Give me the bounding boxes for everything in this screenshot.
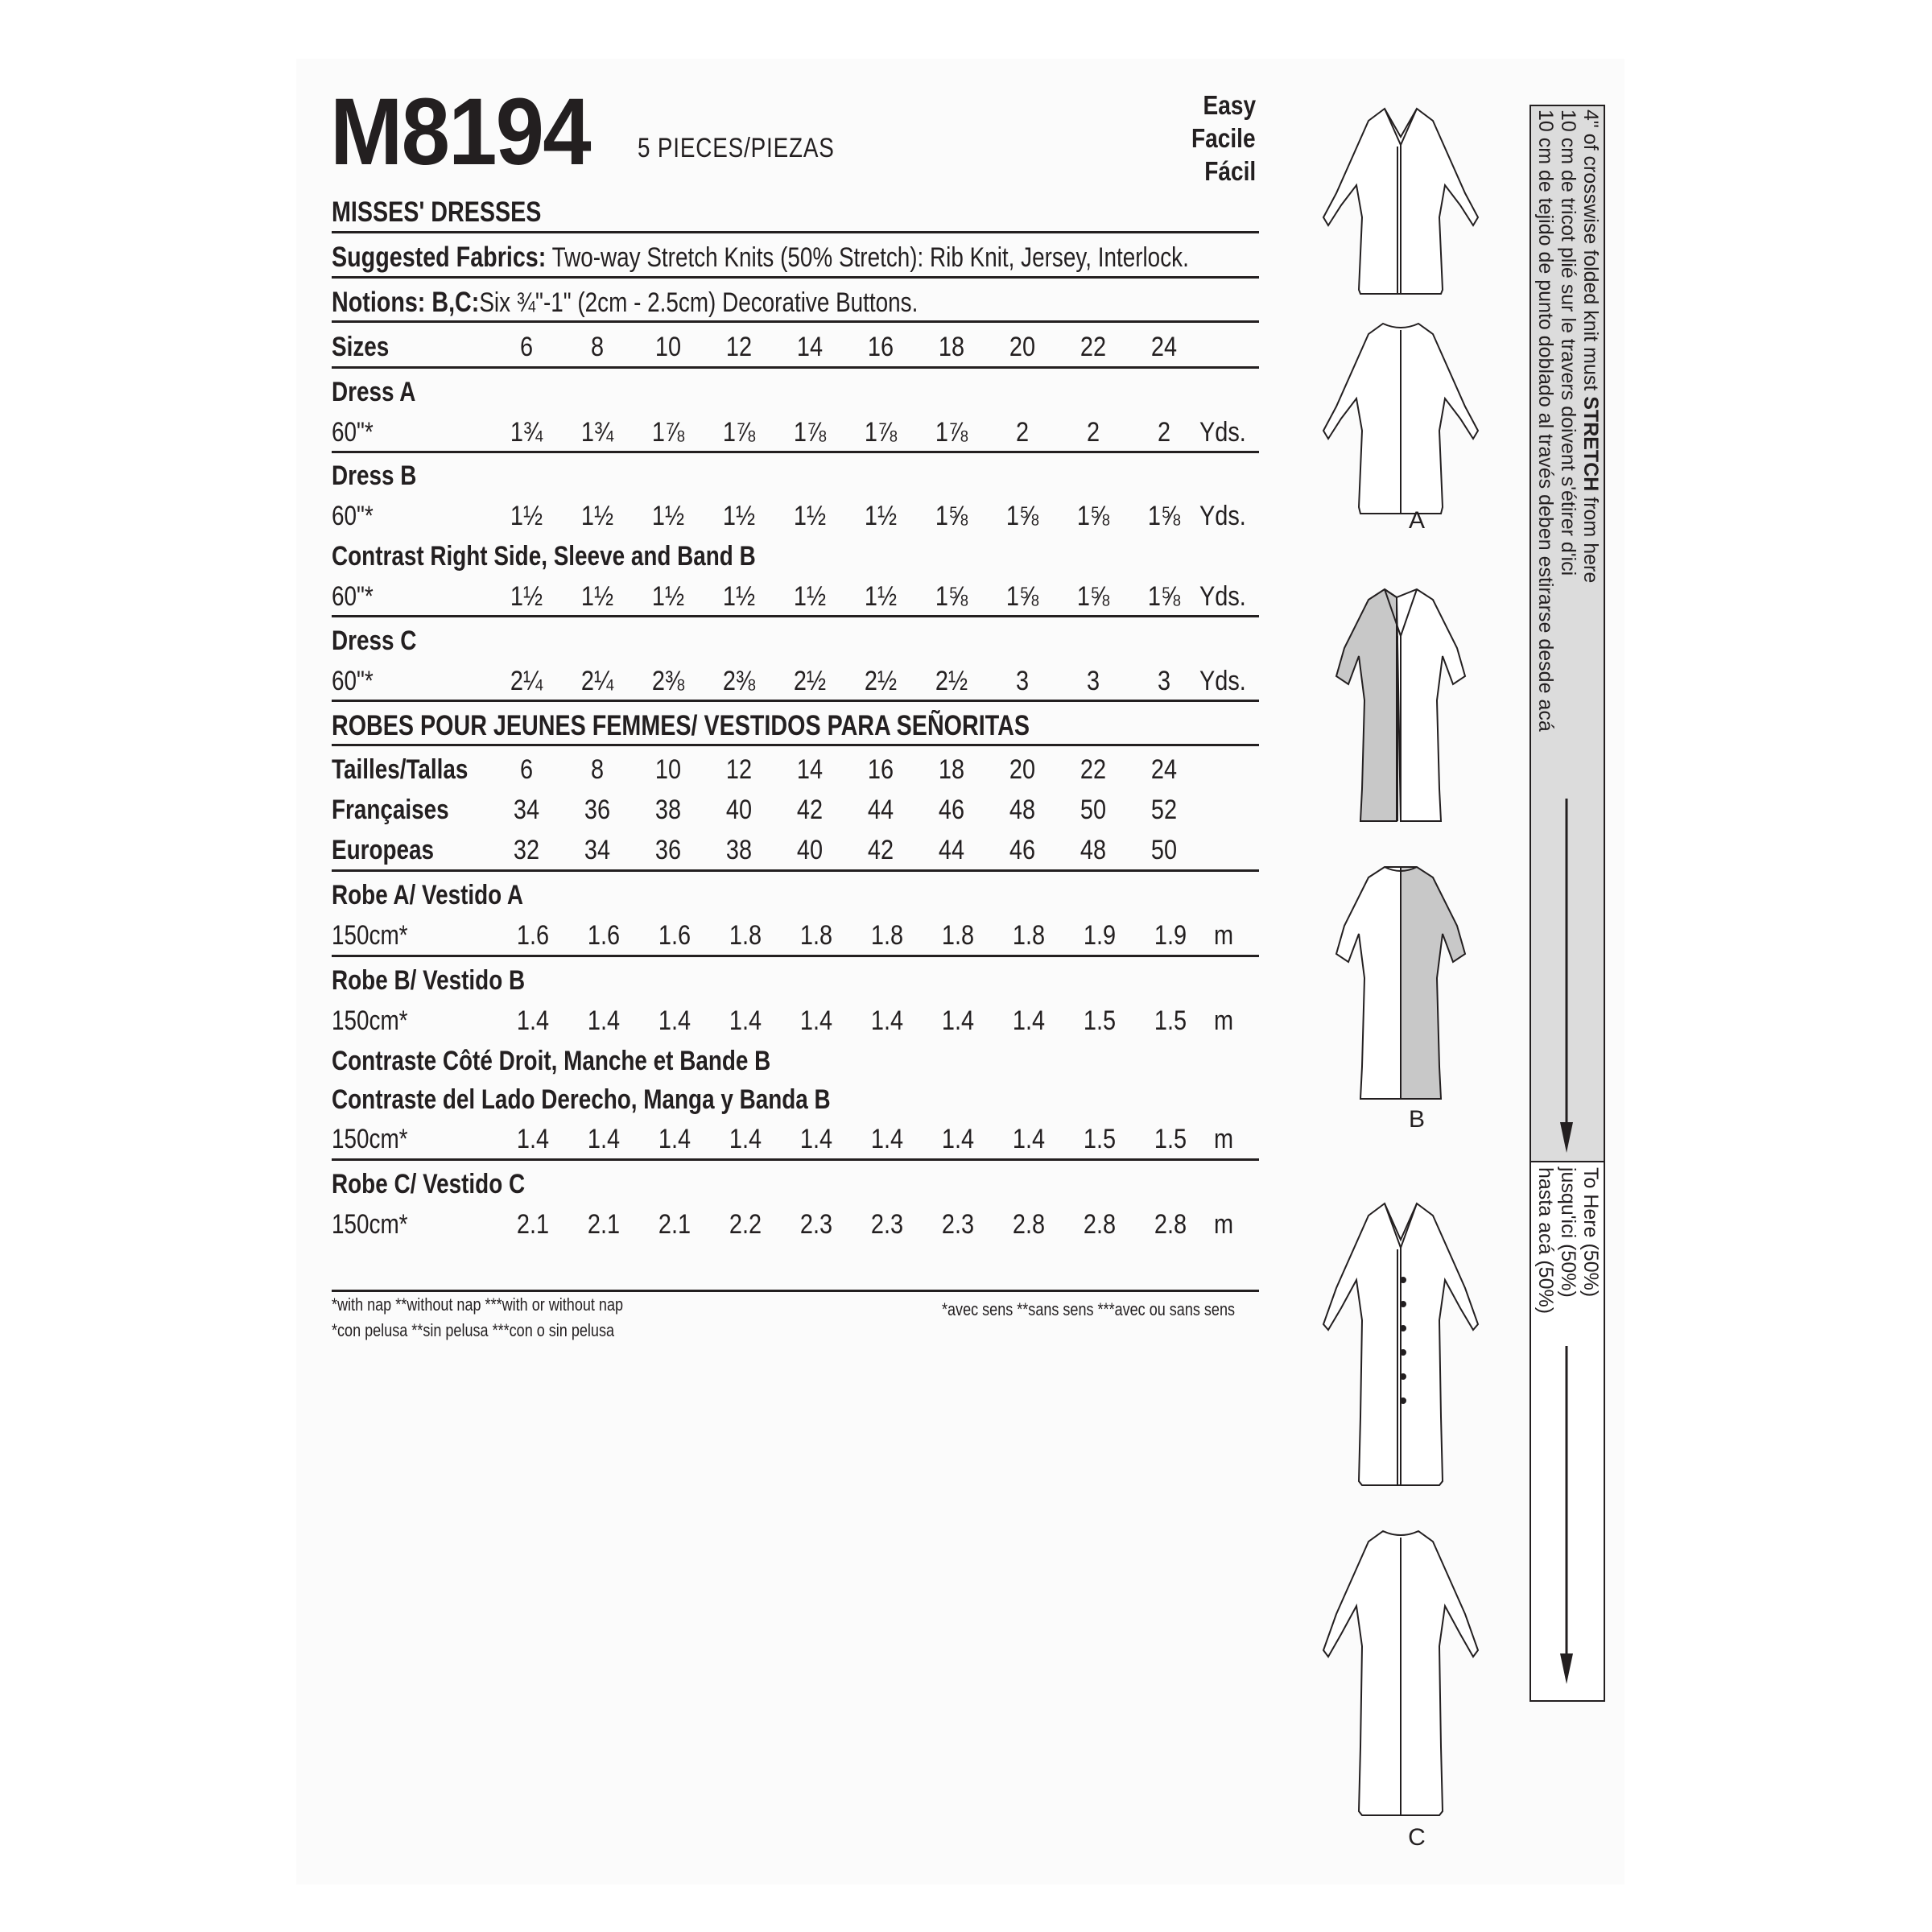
europeas-label: Europeas <box>332 835 435 865</box>
tailles-row-cell: 12 <box>725 754 753 785</box>
dress-a-row-cell: 2 <box>1015 417 1030 448</box>
dress-a-front-drawing <box>1323 109 1478 294</box>
robe-b-row-cell: 1.4 <box>870 1005 904 1036</box>
robe-b-row-cell: 1.4 <box>799 1005 833 1036</box>
tailles-row-cell: 24 <box>1150 754 1178 785</box>
arrow-down-icon <box>1560 1122 1573 1153</box>
dress-c-label: Dress C <box>332 625 417 656</box>
footnote-en: *with nap **without nap ***with or without nap <box>332 1294 624 1315</box>
robe-c-row-cell: 2.1 <box>587 1209 621 1240</box>
francaises-row-cell: 42 <box>796 795 824 825</box>
page-title: MISSES' DRESSES <box>332 196 542 228</box>
europeas-row-cell: 50 <box>1150 835 1178 865</box>
tailles-row-cell: 22 <box>1080 754 1107 785</box>
dress-a-width: 60"* <box>332 417 374 448</box>
tailles-row-cell: 16 <box>867 754 894 785</box>
francaises-row-cell: 52 <box>1150 795 1178 825</box>
francaises-row-cell: 46 <box>938 795 965 825</box>
footnote-es: *con pelusa **sin pelusa ***con o sin pelusa <box>332 1320 615 1340</box>
dress-b-row-cell: 1½ <box>722 501 756 531</box>
francaises-row-cell: 38 <box>654 795 682 825</box>
francaises-row-cell: 34 <box>513 795 540 825</box>
dress-b-unit: Yds. <box>1199 501 1246 531</box>
robe-a-row-cell: 1.6 <box>516 920 550 951</box>
contraste-b-row-cell: 1.4 <box>870 1124 904 1154</box>
europeas-row-cell: 46 <box>1009 835 1036 865</box>
view-illustrations <box>1320 97 1513 1868</box>
contraste-b-row-cell: 1.4 <box>1012 1124 1046 1154</box>
sizes-row-cell: 18 <box>938 332 965 362</box>
francaises-row-cell: 40 <box>725 795 753 825</box>
difficulty-es: Fácil <box>1204 156 1256 186</box>
metric-title: ROBES POUR JEUNES FEMMES/ VESTIDOS PARA SEÑORITAS <box>332 710 1030 741</box>
robe-a-row-cell: 1.8 <box>870 920 904 951</box>
europeas-row-cell: 36 <box>654 835 682 865</box>
contraste-b-row-cell: 1.5 <box>1154 1124 1187 1154</box>
robe-a-row-cell: 1.8 <box>941 920 975 951</box>
robe-b-row-cell: 1.4 <box>587 1005 621 1036</box>
dress-a-row-cell: 1⅞ <box>651 417 685 448</box>
tailles-row-cell: 6 <box>519 754 534 785</box>
dress-a-row-cell: 2 <box>1157 417 1171 448</box>
robe-b-label: Robe B/ Vestido B <box>332 965 526 996</box>
tailles-label: Tailles/Tallas <box>332 754 469 785</box>
dress-b-row-cell: 1⅝ <box>935 501 968 531</box>
robe-a-row-cell: 1.6 <box>587 920 621 951</box>
dress-a-row-cell: 1⅞ <box>722 417 756 448</box>
dress-c-row-cell: 2½ <box>864 666 898 696</box>
stretch-gauge-arrows <box>1531 106 1604 1700</box>
sizes-row-cell: 16 <box>867 332 894 362</box>
view-label-b: B <box>1408 1106 1426 1133</box>
sizes-row-cell: 12 <box>725 332 753 362</box>
robe-c-label: Robe C/ Vestido C <box>332 1169 526 1199</box>
notions: Notions: B,C:Six ¾"-1" (2cm - 2.5cm) Decorative Buttons. <box>332 287 919 318</box>
suggested-fabrics: Suggested Fabrics: Two-way Stretch Knits (50% Stretch): Rib Knit, Jersey, Interlock. <box>332 242 1189 273</box>
robe-c-row-cell: 2.3 <box>941 1209 975 1240</box>
robe-c-width: 150cm* <box>332 1209 408 1240</box>
contrast-b-row-cell: 1⅝ <box>1005 581 1039 612</box>
tailles-row-cell: 8 <box>590 754 605 785</box>
sizes-row-cell: 22 <box>1080 332 1107 362</box>
dress-c-row-cell: 2½ <box>793 666 827 696</box>
dress-c-unit: Yds. <box>1199 666 1246 696</box>
robe-a-label: Robe A/ Vestido A <box>332 880 524 910</box>
francaises-row-cell: 48 <box>1009 795 1036 825</box>
sizes-row-cell: 14 <box>796 332 824 362</box>
robe-b-row-cell: 1.4 <box>729 1005 762 1036</box>
contrast-b-row-cell: 1½ <box>651 581 685 612</box>
dress-a-row-cell: 1¾ <box>580 417 614 448</box>
sizes-row-cell: 10 <box>654 332 682 362</box>
dress-c-row-cell: 2⅜ <box>722 666 756 696</box>
robe-b-row-cell: 1.4 <box>516 1005 550 1036</box>
contraste-b-row-cell: 1.5 <box>1083 1124 1117 1154</box>
view-label-c: C <box>1408 1824 1426 1851</box>
dress-a-row-cell: 1⅞ <box>864 417 898 448</box>
contraste-b-unit: m <box>1214 1124 1234 1154</box>
europeas-row-cell: 44 <box>938 835 965 865</box>
contrast-b-row-cell: 1½ <box>793 581 827 612</box>
dress-c-row-cell: 2¼ <box>580 666 614 696</box>
robe-b-row-cell: 1.5 <box>1083 1005 1117 1036</box>
dress-a-row-cell: 1¾ <box>510 417 543 448</box>
francaises-row-cell: 50 <box>1080 795 1107 825</box>
contrast-b-label: Contrast Right Side, Sleeve and Band B <box>332 541 756 572</box>
dress-a-unit: Yds. <box>1199 417 1246 448</box>
contraste-b-row-cell: 1.4 <box>799 1124 833 1154</box>
sizes-row-cell: 20 <box>1009 332 1036 362</box>
contraste-b-row-cell: 1.4 <box>516 1124 550 1154</box>
contrast-b-row-cell: 1⅝ <box>1076 581 1110 612</box>
dress-c-row-cell: 2⅜ <box>651 666 685 696</box>
dress-b-row-cell: 1⅝ <box>1147 501 1181 531</box>
sizes-label: Sizes <box>332 332 390 362</box>
stretch-gauge-instructions: 4" of crosswise folded knit must STRETCH from here 10 cm de tricot plié sur le travers doivent s'étirer d'ici 10 cm de tejido de punto doblado al través deben estirarse desde acá <box>1534 109 1602 732</box>
europeas-row-cell: 34 <box>584 835 611 865</box>
dress-b-row-cell: 1½ <box>580 501 614 531</box>
dress-a-row-cell: 1⅞ <box>793 417 827 448</box>
robe-a-row-cell: 1.8 <box>1012 920 1046 951</box>
sizes-row-cell: 8 <box>590 332 605 362</box>
dress-b-row-cell: 1½ <box>864 501 898 531</box>
tailles-row-cell: 10 <box>654 754 682 785</box>
sizes-row-cell: 24 <box>1150 332 1178 362</box>
robe-a-row-cell: 1.9 <box>1083 920 1117 951</box>
tailles-row-cell: 14 <box>796 754 824 785</box>
stretch-gauge-to-here: To Here (50%) jusqu'ici (50%) hasta acá (50%) <box>1534 1167 1602 1315</box>
tailles-row-cell: 20 <box>1009 754 1036 785</box>
robe-c-row-cell: 2.8 <box>1154 1209 1187 1240</box>
europeas-row-cell: 48 <box>1080 835 1107 865</box>
contraste-b-row-cell: 1.4 <box>658 1124 691 1154</box>
robe-a-row-cell: 1.6 <box>658 920 691 951</box>
dress-a-row-cell: 1⅞ <box>935 417 968 448</box>
robe-b-row-cell: 1.4 <box>658 1005 691 1036</box>
dress-b-row-cell: 1½ <box>651 501 685 531</box>
dress-c-row-cell: 3 <box>1086 666 1100 696</box>
europeas-row-cell: 32 <box>513 835 540 865</box>
dress-a-row-cell: 2 <box>1086 417 1100 448</box>
dress-b-row-cell: 1⅝ <box>1076 501 1110 531</box>
contraste-b-row-cell: 1.4 <box>587 1124 621 1154</box>
dress-b-row-cell: 1½ <box>793 501 827 531</box>
contrast-b-row-cell: 1⅝ <box>935 581 968 612</box>
robe-c-row-cell: 2.1 <box>516 1209 550 1240</box>
contraste-b-label-fr: Contraste Côté Droit, Manche et Bande B <box>332 1046 771 1076</box>
arrow-down-icon <box>1560 1653 1573 1684</box>
contrast-b-width: 60"* <box>332 581 374 612</box>
robe-b-unit: m <box>1214 1005 1234 1036</box>
robe-c-row-cell: 2.3 <box>799 1209 833 1240</box>
contraste-b-label-es: Contraste del Lado Derecho, Manga y Banda B <box>332 1084 831 1115</box>
dress-c-row-cell: 2¼ <box>510 666 543 696</box>
robe-c-unit: m <box>1214 1209 1234 1240</box>
robe-b-row-cell: 1.4 <box>941 1005 975 1036</box>
contrast-b-unit: Yds. <box>1199 581 1246 612</box>
difficulty-fr: Facile <box>1191 123 1256 153</box>
contraste-b-width: 150cm* <box>332 1124 408 1154</box>
europeas-row-cell: 42 <box>867 835 894 865</box>
tailles-row-cell: 18 <box>938 754 965 785</box>
dress-b-label: Dress B <box>332 460 417 491</box>
robe-a-width: 150cm* <box>332 920 408 951</box>
dress-b-front-drawing <box>1336 589 1465 821</box>
francaises-row-cell: 44 <box>867 795 894 825</box>
francaises-row-cell: 36 <box>584 795 611 825</box>
robe-c-row-cell: 2.8 <box>1012 1209 1046 1240</box>
robe-a-row-cell: 1.8 <box>729 920 762 951</box>
robe-b-row-cell: 1.5 <box>1154 1005 1187 1036</box>
dress-c-row-cell: 2½ <box>935 666 968 696</box>
contrast-b-row-cell: 1½ <box>722 581 756 612</box>
robe-a-row-cell: 1.9 <box>1154 920 1187 951</box>
dress-b-row-cell: 1½ <box>510 501 543 531</box>
dress-c-front-drawing <box>1323 1203 1478 1485</box>
dress-c-back-drawing <box>1323 1531 1478 1815</box>
robe-b-width: 150cm* <box>332 1005 408 1036</box>
europeas-row-cell: 38 <box>725 835 753 865</box>
dress-a-back-drawing <box>1323 324 1478 514</box>
europeas-row-cell: 40 <box>796 835 824 865</box>
difficulty-en: Easy <box>1203 90 1256 120</box>
contrast-b-row-cell: 1½ <box>510 581 543 612</box>
robe-a-unit: m <box>1214 920 1234 951</box>
view-label-a: A <box>1408 507 1426 534</box>
dress-b-width: 60"* <box>332 501 374 531</box>
robe-c-row-cell: 2.3 <box>870 1209 904 1240</box>
stretch-gauge <box>1530 105 1605 1702</box>
contrast-b-row-cell: 1½ <box>864 581 898 612</box>
contrast-b-row-cell: 1½ <box>580 581 614 612</box>
footnote-fr: *avec sens **sans sens ***avec ou sans sens <box>942 1299 1236 1319</box>
robe-b-row-cell: 1.4 <box>1012 1005 1046 1036</box>
dress-a-label: Dress A <box>332 377 416 407</box>
pieces-count: 5 PIECES/PIEZAS <box>638 133 835 163</box>
dress-c-row-cell: 3 <box>1015 666 1030 696</box>
francaises-label: Françaises <box>332 795 449 825</box>
contrast-b-row-cell: 1⅝ <box>1147 581 1181 612</box>
dress-b-back-drawing <box>1336 867 1465 1099</box>
sizes-row-cell: 6 <box>519 332 534 362</box>
robe-c-row-cell: 2.8 <box>1083 1209 1117 1240</box>
contraste-b-row-cell: 1.4 <box>729 1124 762 1154</box>
dress-c-row-cell: 3 <box>1157 666 1171 696</box>
dress-c-width: 60"* <box>332 666 374 696</box>
robe-a-row-cell: 1.8 <box>799 920 833 951</box>
robe-c-row-cell: 2.1 <box>658 1209 691 1240</box>
contraste-b-row-cell: 1.4 <box>941 1124 975 1154</box>
dress-b-row-cell: 1⅝ <box>1005 501 1039 531</box>
pattern-number: M8194 <box>330 79 590 185</box>
robe-c-row-cell: 2.2 <box>729 1209 762 1240</box>
